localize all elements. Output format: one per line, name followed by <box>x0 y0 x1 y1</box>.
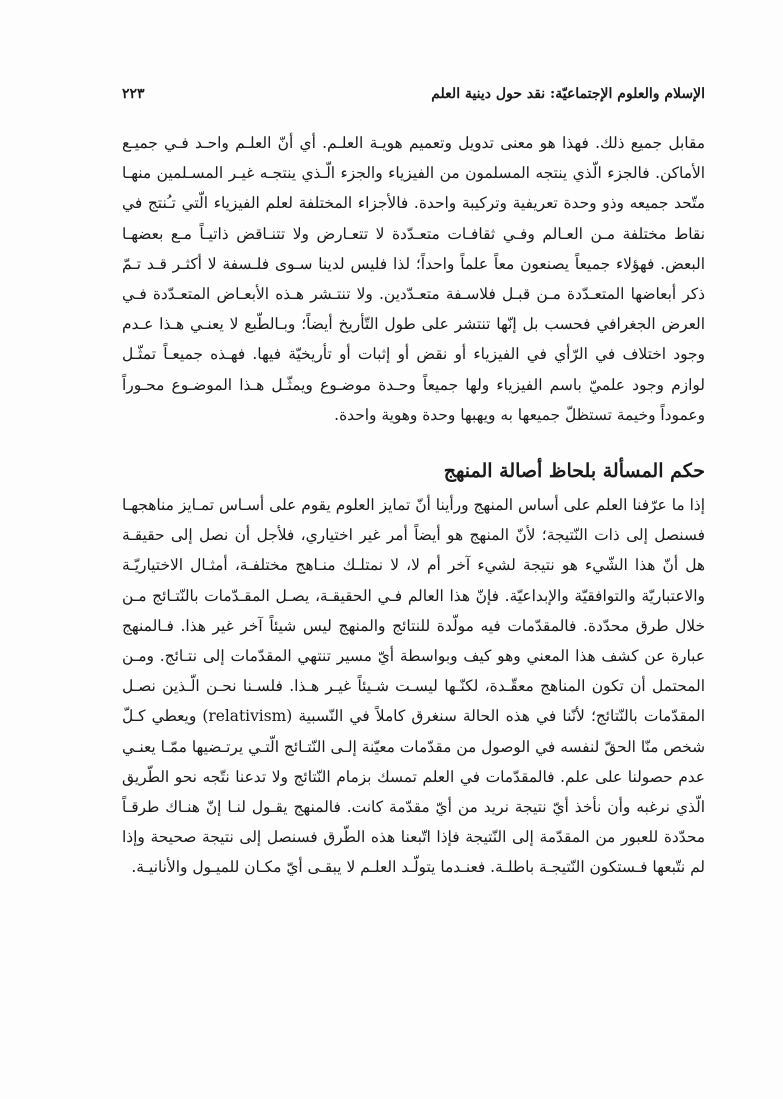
running-header <box>122 86 705 110</box>
running-header-title: الإسلام والعلوم الإجتماعيّة: نقد حول دينية العلم <box>431 86 705 102</box>
section-heading: حكم المسألة بلحاظ أصالة المنهج <box>443 460 705 483</box>
page-number: ٢٢٣ <box>122 86 145 102</box>
paragraph: إذا ما عرّفنا العلم على أساس المنهج ورأينا أنّ تمايز العلوم يقوم على أسـاس تمـايز مناهجهـا فسنصل إلى ذات النّتيجة؛ لأنّ المنهج هو أيضاً أمر غير اختياري، فلأجل أن نصل إلى حقيقـة هل أنّ هذا الشّيء هو نتيجة لشيء آخر أم لا، لا نمتلـك منـاهج مختلفـة، أمثـال الاختياريّـة والاعتباريّة والتوافقيّة والإبداعيّة. فإنّ هذا العالم فـي الحقيقـة، يصـل المقـدّمات بالنّتـائج مـن خلال طرق محدّدة. فالمقدّمات فيه مولّدة للنتائج والمنهج ليس شيئاً آخر غير هذا. فـالمنهج عبارة عن كشف هذا المعني وهو كيف وبواسطة أيّ مسير تنتهي المقدّمات إلى نتـائج. ومـن المحتمل أن تكون المناهج معقّـدة، لكنّـها ليسـت شـيئاً غيـر هـذا. فلسـنا نحـن الّـذين نصـل المقدّمات بالنّتائج؛ لأنّنا في هذه الحالة سنغرق كاملاً في النّسبية (relativism) ويعطي كـلّ شخص منّا الحقّ لنفسه في الوصول من مقدّمات معيّنة إلـى النّتـائج الّتـي يرتـضيها ممّـا يعنـي عدم حصولنا على علم. فالمقدّمات في العلم تمسك بزمام النّتائج ولا تدعنا نتّجه نحو الطّريق الّذي نرغبه وأن نأخذ أيّ نتيجة نريد من أيّ مقدّمة كانت. فالمنهج يقـول لنـا إنّ هنـاك طرقـاً محدّدة للعبور من المقدّمة إلى النّتيجة فإذا اتّبعنا هذه الطّرق فسنصل إلى نتيجة صحيحة وإذا لم نتّبعها فـستكون النّتيجـة باطلـة. فعنـدما يتولّـد العلـم لا يبقـى أيّ مكـان للميـول والأنانيـة. <box>122 496 705 877</box>
paragraph: مقابل جميع ذلك. فهذا هو معنى تدويل وتعميم هويـة العلـم. أي أنّ العلـم واحـد فـي جميـع الأماكن. فالجزء الّذي ينتجه المسلمون من الفيزياء والجزء الّـذي ينتجـه غيـر المسـلمين منهـا متّحد جميعه وذو وحدة تعريفية وتركيبة واحدة. فالأجزاء المختلفة لعلم الفيزياء الّتي تـُنتج في نقاط مختلفة مـن العـالم وفـي ثقافـات متعـدّدة لا تتعـارض ولا تتنـاقض ذاتيـاً مـع بعضهـا البعض. فهؤلاء جميعاً يصنعون معاً علماً واحداً؛ لذا فليس لدينا سـوى فلـسفة لا أكثـر قـد تـمّ ذكر أبعاضها المتعـدّدة مـن قبـل فلاسـفة متعـدّدين. ولا تنتـشر هـذه الأبعـاض المتعـدّدة فـي العرض الجغرافي فحسب بل إنّها تنتشر على طول التّأريخ أيضاً؛ وبـالطّبع لا يعنـي هـذا عـدم وجود اختلاف في الرّأي في الفيزياء أو نقض أو إثبات أو تأريخيّة فيها. فهـذه جميعـاً تمثّـل لوازم وجود علميّ باسم الفيزياء ولها جميعاً وحـدة موضـوع ويمثّـل هـذا الموضـوع محـوراً وعموداً وخيمة تستظلّ جميعها به ويهبها وحدة وهوية واحدة. <box>122 134 705 424</box>
body-text <box>122 128 705 883</box>
